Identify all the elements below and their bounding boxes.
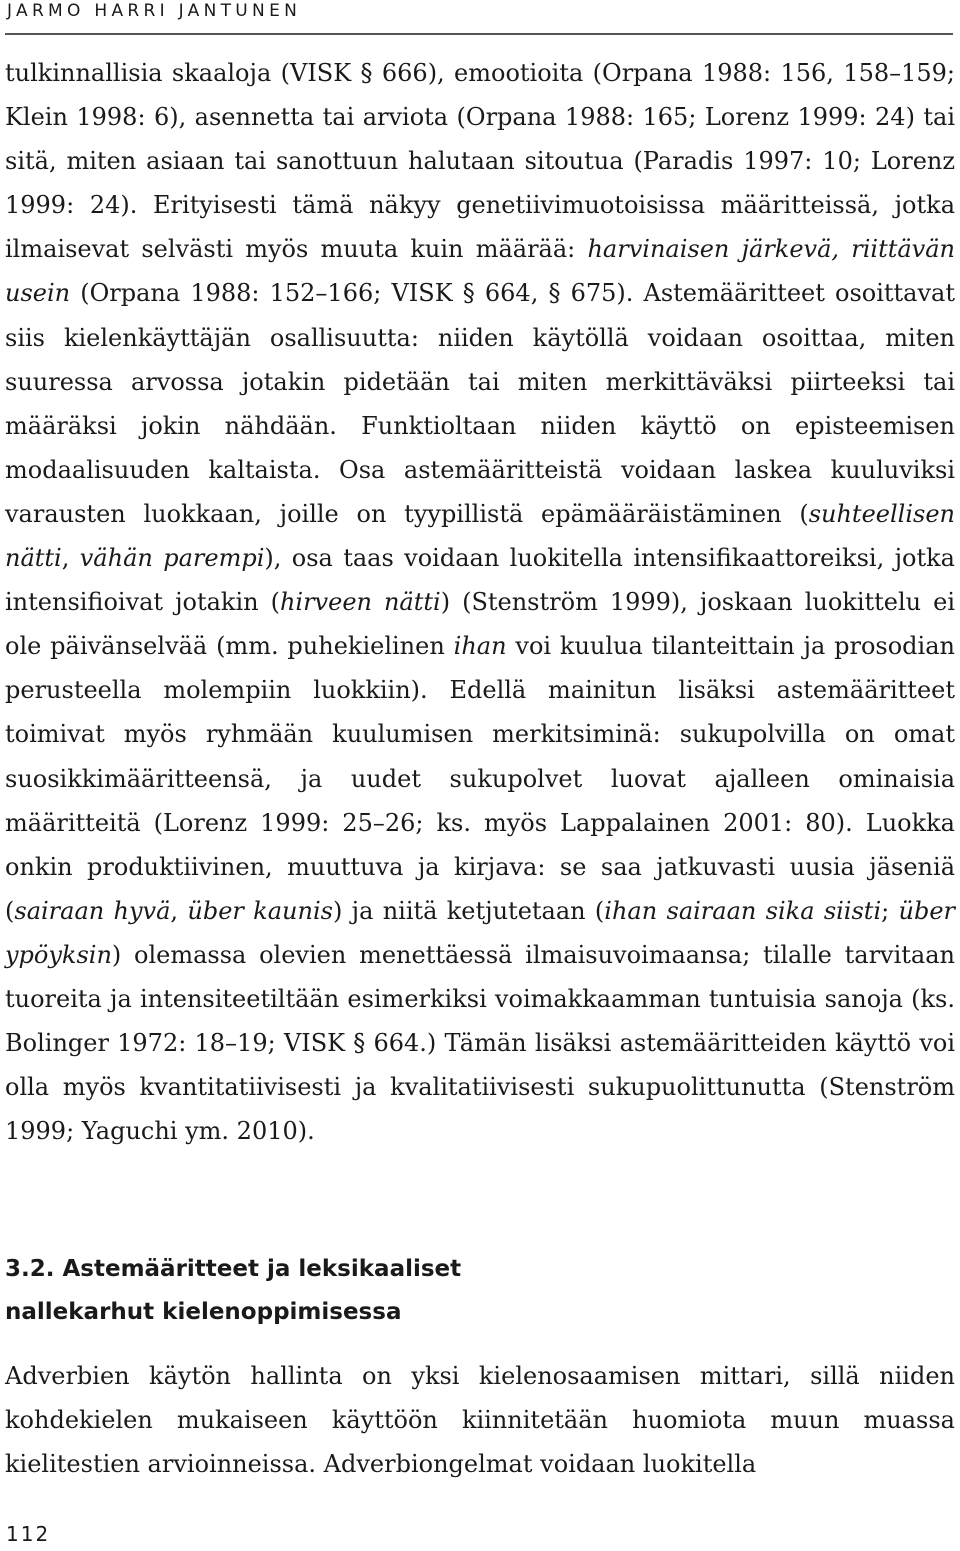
page-number: 112 xyxy=(6,1522,51,1546)
running-head: JARMO HARRI JANTUNEN xyxy=(7,1,302,21)
italic-example-text: harvinaisen järkevä, riittävän usein xyxy=(5,235,955,308)
text-run: voi kuulua tilanteittain ja prosodian perusteella molempiin luokkiin). Edellä mainitun lisäksi astemääritteet toimivat myös ryhmään kuulumisen merkitsiminä: sukupolvilla on omat suosikkimääritteensä, ja uudet sukupolvet luovat ajalleen ominaisia määritteitä (Lorenz 1999: 25–26; ks. myös Lappalainen 2001: 80). Luokka onkin produktiivinen, muuttuva ja kirjava: se saa jatkuvasti uusia jäseniä ( xyxy=(5,632,955,925)
text-run: (Orpana 1988: 152–166; VISK § 664, § 675). Astemääritteet osoittavat siis kielenkäyttäjän osallisuutta: niiden käytöllä voidaan osoittaa, miten suuressa arvossa jotakin pidetään tai miten merkittäväksi piirteeksi tai määräksi jokin nähdään. Funktioltaan niiden käyttö on episteemisen modaalisuuden kaltaista. Osa astemääritteistä voidaan laskea kuuluviksi varausten luokkaan, joille on tyypillistä epämääräistäminen ( xyxy=(5,279,955,528)
section-heading xyxy=(5,1248,705,1334)
text-run: tulkinnallisia skaaloja (VISK § 666), emootioita (Orpana 1988: 156, 158–159; Klein 1998: 6), asennetta tai arviota (Orpana 1988: 165; Lorenz 1999: 24) tai sitä, miten asiaan tai sanottuun halutaan sitoutua (Paradis 1997: 10; Lorenz 1999: 24). Erityisesti tämä näkyy genetiivimuotoisissa määritteissä, jotka ilmaisevat selvästi myös muuta kuin määrää: xyxy=(5,59,955,264)
header-rule xyxy=(5,33,953,35)
text-run: ) olemassa olevien menettäessä ilmaisuvoimaansa; tilalle tarvitaan tuoreita ja intensiteetiltään esimerkiksi voimakkaamman tuntuisia sanoja (ks. Bolinger 1972: 18–19; VISK § 664.) Tämän lisäksi astemääritteiden käyttö voi olla myös kvantitatiivisesti ja kvalitatiivisesti sukupuolittunutta (Stenström 1999; Yaguchi ym. 2010). xyxy=(5,940,955,1146)
text-run: ; xyxy=(881,896,899,925)
italic-example-text: ihan xyxy=(453,632,507,661)
body-paragraph-1 xyxy=(5,51,955,1153)
text-run: ), osa taas voidaan luokitella intensifikaattoreiksi, jotka intensifioivat jotakin ( xyxy=(5,544,955,617)
text-run: , xyxy=(61,544,80,573)
text-run: ) ja niitä ketjutetaan ( xyxy=(332,896,605,925)
italic-example-text: sairaan hyvä xyxy=(14,896,171,925)
italic-example-text: suhteellisen nätti xyxy=(5,499,955,573)
italic-example-text: über kaunis xyxy=(187,896,333,925)
italic-example-text: vähän parempi xyxy=(79,544,265,573)
body-paragraph-2: Adverbien käytön hallinta on yksi kielenosaamisen mittari, sillä niiden kohdekielen mukaiseen käyttöön kiinnitetään huomiota muun muassa kielitestien arvioinneissa. Adverbiongelmat voidaan luokitella xyxy=(5,1362,955,1479)
italic-example-text: hirveen nätti xyxy=(279,588,441,617)
section-heading-line-1: 3.2. Astemääritteet ja leksikaaliset xyxy=(5,1256,462,1282)
text-run: ) (Stenström 1999), joskaan luokittelu ei ole päivänselvää (mm. puhekielinen xyxy=(5,588,956,661)
italic-example-text: über ypöyksin xyxy=(5,896,956,969)
italic-example-text: ihan sairaan sika siisti xyxy=(604,896,882,925)
section-heading-line-2: nallekarhut kielenoppimisessa xyxy=(5,1299,402,1325)
text-run: , xyxy=(170,896,188,925)
